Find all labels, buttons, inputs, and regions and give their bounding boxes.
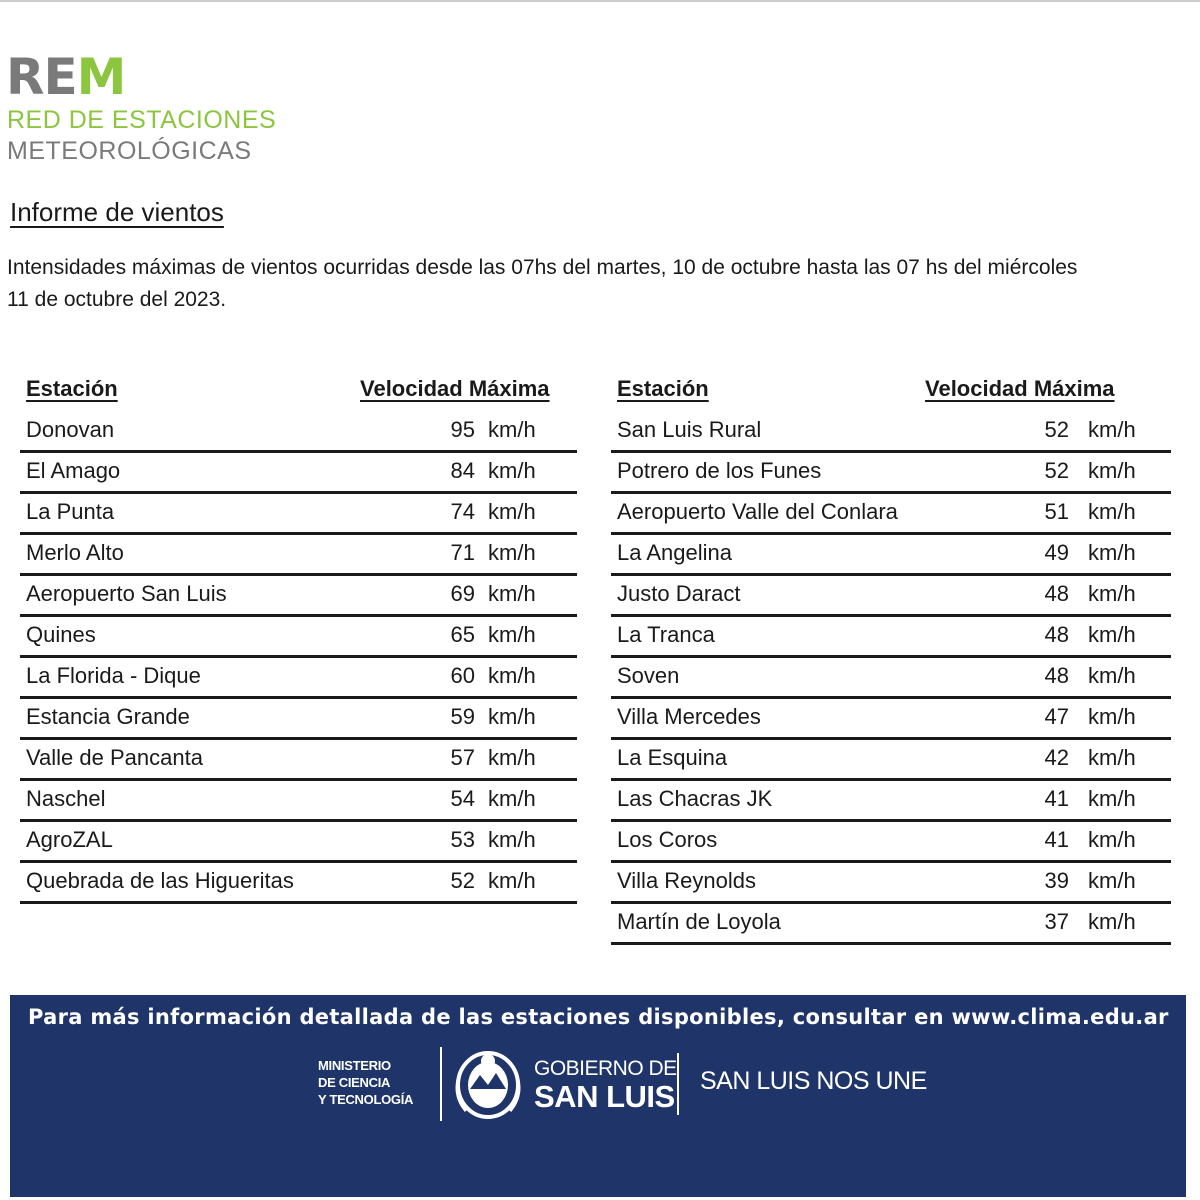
table-row (611, 453, 1171, 494)
wind-speed-value: 49 (1044, 540, 1069, 565)
table-row (611, 781, 1171, 822)
table-row (611, 658, 1171, 699)
wind-speed-value: 53 (450, 827, 475, 852)
station-name: La Angelina (617, 540, 732, 565)
wind-speed-value: 48 (1044, 581, 1069, 606)
wind-speed-unit: km/h (1088, 704, 1136, 729)
wind-speed-unit: km/h (488, 458, 536, 483)
table-row (20, 781, 577, 822)
station-name: Aeropuerto San Luis (26, 581, 227, 606)
wind-speed-unit: km/h (488, 663, 536, 688)
ministry-line-3: Y TECNOLOGÍA (318, 1092, 414, 1107)
wind-speed-unit: km/h (488, 868, 536, 893)
table-row (20, 453, 577, 494)
station-name: Quines (26, 622, 96, 647)
wind-speed-value: 42 (1044, 745, 1069, 770)
station-name: Merlo Alto (26, 540, 124, 565)
table-row (20, 740, 577, 781)
wind-speed-value: 37 (1044, 909, 1069, 934)
station-name: Las Chacras JK (617, 786, 773, 811)
wind-speed-value: 59 (450, 704, 475, 729)
wind-speed-value: 65 (450, 622, 475, 647)
slogan: SAN LUIS NOS UNE (700, 1067, 927, 1095)
government-logo-text (534, 1057, 677, 1113)
station-name: Villa Mercedes (617, 704, 761, 729)
station-name: La Tranca (617, 622, 715, 647)
table-row (20, 412, 577, 453)
wind-speed-value: 74 (450, 499, 475, 524)
station-name: La Florida - Dique (26, 663, 201, 688)
logo-subtitle-line2: METEOROLÓGICAS (7, 137, 252, 165)
wind-speed-unit: km/h (1088, 417, 1136, 442)
table-row (611, 863, 1171, 904)
footer-banner (10, 995, 1186, 1197)
ministry-logo (318, 1057, 413, 1108)
station-name: Aeropuerto Valle del Conlara (617, 499, 898, 524)
wind-speed-unit: km/h (1088, 827, 1136, 852)
wind-speed-value: 71 (450, 540, 475, 565)
wind-speed-unit: km/h (488, 417, 536, 442)
ministry-line-2: DE CIENCIA (318, 1075, 391, 1090)
wind-speed-unit: km/h (1088, 622, 1136, 647)
table-row (20, 658, 577, 699)
wind-speed-unit: km/h (488, 622, 536, 647)
table-row (20, 863, 577, 904)
wind-speed-unit: km/h (1088, 745, 1136, 770)
station-name: Los Coros (617, 827, 718, 852)
column-header-station: Estación (617, 376, 709, 401)
wind-speed-value: 41 (1044, 827, 1069, 852)
wind-speed-unit: km/h (488, 540, 536, 565)
wind-speed-value: 51 (1044, 499, 1069, 524)
column-header-speed: Velocidad Máxima (925, 376, 1115, 401)
logo-subtitle-line1: RED DE ESTACIONES (7, 106, 277, 134)
wind-speed-unit: km/h (1088, 786, 1136, 811)
wind-speed-unit: km/h (488, 827, 536, 852)
station-name: Estancia Grande (26, 704, 190, 729)
gov-line-2: SAN LUIS (534, 1079, 675, 1114)
wind-speed-unit: km/h (488, 581, 536, 606)
table-row (611, 535, 1171, 576)
table-row (20, 699, 577, 740)
column-header-speed: Velocidad Máxima (360, 376, 550, 401)
footer-divider (440, 1047, 442, 1121)
wind-speed-value: 52 (1044, 458, 1069, 483)
wind-speed-value: 95 (450, 417, 475, 442)
report-title: Informe de vientos (10, 197, 224, 227)
intro-line-1: Intensidades máximas de vientos ocurridas desde las 07hs del martes, 10 de octubre hasta las 07 hs del miércoles (7, 256, 1078, 279)
wind-speed-unit: km/h (488, 786, 536, 811)
station-name: Donovan (26, 417, 115, 442)
column-header-station: Estación (26, 376, 118, 401)
wind-speed-unit: km/h (488, 704, 536, 729)
wind-speed-unit: km/h (1088, 663, 1136, 688)
wind-speed-value: 60 (450, 663, 475, 688)
table-row (20, 535, 577, 576)
station-name: La Punta (26, 499, 115, 524)
table-row (611, 904, 1171, 945)
wind-speed-unit: km/h (488, 745, 536, 770)
wind-table-right (611, 376, 1171, 945)
station-name: El Amago (26, 458, 121, 483)
table-header (611, 376, 1171, 412)
wind-speed-unit: km/h (1088, 499, 1136, 524)
station-name: AgroZAL (26, 827, 113, 852)
wind-speed-value: 54 (450, 786, 475, 811)
table-row (611, 617, 1171, 658)
rem-logo: REM (6, 48, 126, 106)
station-name: San Luis Rural (617, 417, 762, 442)
station-name: La Esquina (617, 745, 728, 770)
table-row (20, 576, 577, 617)
wind-table-left (20, 376, 577, 904)
wind-speed-value: 57 (450, 745, 475, 770)
wind-speed-unit: km/h (1088, 540, 1136, 565)
table-row (611, 494, 1171, 535)
footer-divider (677, 1053, 679, 1115)
ministry-line-1: MINISTERIO (318, 1058, 391, 1073)
table-row (611, 740, 1171, 781)
station-name: Martín de Loyola (617, 909, 781, 934)
wind-speed-value: 48 (1044, 622, 1069, 647)
station-name: Quebrada de las Higueritas (26, 868, 294, 893)
wind-speed-value: 41 (1044, 786, 1069, 811)
table-row (611, 822, 1171, 863)
top-border (0, 0, 1200, 2)
table-row (611, 576, 1171, 617)
station-name: Potrero de los Funes (617, 458, 822, 483)
wind-speed-value: 52 (450, 868, 475, 893)
wind-speed-value: 69 (450, 581, 475, 606)
table-row (611, 412, 1171, 453)
wind-speed-value: 48 (1044, 663, 1069, 688)
wind-speed-unit: km/h (1088, 581, 1136, 606)
station-name: Villa Reynolds (617, 868, 757, 893)
gov-line-1: GOBIERNO DE (534, 1057, 677, 1080)
report-intro (7, 252, 1200, 316)
wind-speed-unit: km/h (1088, 909, 1136, 934)
wind-speed-unit: km/h (488, 499, 536, 524)
wind-speed-unit: km/h (1088, 458, 1136, 483)
intro-line-2: 11 de octubre del 2023. (7, 288, 227, 311)
table-header (20, 376, 577, 412)
wind-speed-value: 39 (1044, 868, 1069, 893)
wind-speed-unit: km/h (1088, 868, 1136, 893)
station-name: Naschel (26, 786, 106, 811)
wind-speed-value: 47 (1044, 704, 1069, 729)
wind-speed-value: 84 (450, 458, 475, 483)
station-name: Valle de Pancanta (26, 745, 203, 770)
table-row (20, 822, 577, 863)
station-name: Soven (617, 663, 680, 688)
table-row (20, 494, 577, 535)
table-row (611, 699, 1171, 740)
san-luis-coat-of-arms-icon (452, 1045, 524, 1121)
table-row (20, 617, 577, 658)
footer-info-text: Para más información detallada de las estaciones disponibles, consultar en www.clima.edu.ar (28, 1005, 1169, 1029)
station-name: Justo Daract (617, 581, 741, 606)
wind-speed-value: 52 (1044, 417, 1069, 442)
